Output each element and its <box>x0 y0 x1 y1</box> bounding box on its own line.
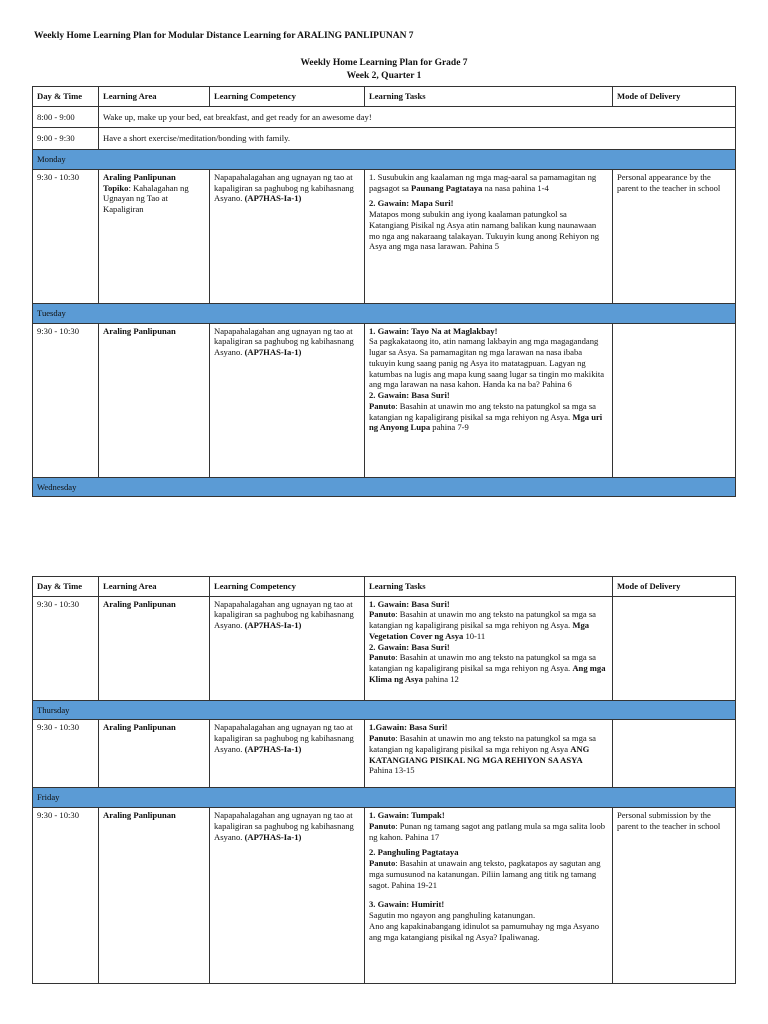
panuto-label: Panuto <box>369 820 396 831</box>
learning-area <box>99 720 210 788</box>
task-text: : Punan ng tamang sagot ang patlang mula sa mga salita loob ng kahon. Pahina 17 <box>369 820 606 842</box>
task-text: : Basahin at unawin mo ang teksto na patungkol sa mga sa katangian ng kapaligirang pisikal sa mga rehiyon ng Asya. <box>369 609 596 631</box>
day-label: Wednesday <box>33 477 736 497</box>
day-label: Thursday <box>33 700 736 720</box>
day-row-wednesday <box>33 477 736 497</box>
tasks <box>365 808 613 984</box>
header-competency: Learning Competency <box>210 577 365 597</box>
task-text: : Basahin at unawin mo ang teksto na patungkol sa mga sa katangian ng kapaligirang pisikal sa mga rehiyon ng Asya <box>369 733 596 754</box>
task-title: 1. Gawain: Tayo Na at Maglakbay! <box>369 325 498 336</box>
competency-text: Napapahalagahan ang ugnayan ng tao at kapaligiran sa paghubog ng kabihasnang Asyano. <box>214 810 354 842</box>
task-text: : Basahin at unawin mo ang teksto na patungkol sa mga sa katangian ng kapaligirang pisikal sa mga rehiyon ng Asya. <box>369 652 596 674</box>
competency <box>210 808 365 984</box>
delivery: Personal submission by the parent to the teacher in school <box>613 808 736 984</box>
competency-code: (AP7HAS-Ia-1) <box>244 347 302 358</box>
header-competency: Learning Competency <box>210 87 365 107</box>
task-title: 3. Gawain: Humirit! <box>369 899 445 910</box>
plan-table-1 <box>32 86 736 497</box>
competency <box>210 720 365 788</box>
panuto-label: Panuto <box>369 400 396 411</box>
task-text: pahina 7-9 <box>430 422 469 433</box>
day-row-tuesday <box>33 303 736 323</box>
task-bold: Ang mga Klima ng Asya <box>369 663 606 684</box>
day-label: Tuesday <box>33 303 736 323</box>
competency-text: Napapahalagahan ang ugnayan ng tao at kapaligiran sa paghubog ng kabihasnang Asyano. <box>214 598 354 631</box>
schedule-row <box>33 169 736 303</box>
time-slot: 9:30 - 10:30 <box>33 720 99 788</box>
panuto-label: Panuto <box>369 733 396 744</box>
task-title: 1. Gawain: Tumpak! <box>369 810 445 821</box>
competency <box>210 169 365 303</box>
task-text: Pahina 13-15 <box>369 765 415 776</box>
task-text: : Basahin at unawin mo ang teksto na patungkol sa mga sa katangian ng kapaligirang pisikal sa mga rehiyon ng Asya. <box>369 400 596 422</box>
header-row <box>33 577 736 597</box>
task-text: 1. Susubukin ang kaalaman ng mga mag-aaral sa pamamagitan ng pagsagot sa <box>369 171 597 193</box>
competency-text: Napapahalagahan ang ugnayan ng tao at kapaligiran sa paghubog ng kabihasnang Asyano. <box>214 325 354 358</box>
routine-row <box>33 128 736 150</box>
task-bold: ANG KATANGIANG PISIKAL NG MGA REHIYON SA ASYA <box>369 743 590 765</box>
task-title: 2. Gawain: Basa Suri! <box>369 390 450 401</box>
delivery <box>613 596 736 700</box>
week-label: Week 2, Quarter 1 <box>346 71 422 81</box>
panuto-label: Panuto <box>369 609 396 620</box>
delivery: Personal appearance by the parent to the teacher in school <box>613 169 736 303</box>
learning-area <box>99 169 210 303</box>
task-bold: Mga uri ng Anyong Lupa <box>369 411 603 433</box>
day-label: Monday <box>33 150 736 170</box>
competency <box>210 596 365 700</box>
day-row-friday <box>33 788 736 808</box>
learning-area <box>99 808 210 984</box>
routine-time: 9:00 - 9:30 <box>33 128 99 150</box>
task-text: Ano ang kapakinabangang idinulot sa pamumuhay ng mga Asyano ang mga katangiang pisikal ng Asya? Ipaliwanag. <box>369 920 600 942</box>
tasks <box>365 323 613 477</box>
area-name: Araling Panlipunan <box>103 810 176 821</box>
routine-time: 8:00 - 9:00 <box>33 106 99 128</box>
schedule-row <box>33 808 736 984</box>
delivery <box>613 720 736 788</box>
competency-code: (AP7HAS-Ia-1) <box>244 620 302 631</box>
header-row <box>33 87 736 107</box>
routine-text: Wake up, make up your bed, eat breakfast, and get ready for an awesome day! <box>99 106 736 128</box>
day-row-thursday <box>33 700 736 720</box>
area-name: Araling Panlipunan <box>103 171 176 182</box>
schedule-row <box>33 596 736 700</box>
panuto-label: Panuto <box>369 858 396 869</box>
task-title: 2. Gawain: Basa Suri! <box>369 641 450 652</box>
header-day-time: Day & Time <box>33 577 99 597</box>
task-title: 1. Gawain: Basa Suri! <box>369 598 450 609</box>
competency-text: Napapahalagahan ang ugnayan ng tao at kapaligiran sa paghubog ng kabihasnang Asyano. <box>214 722 354 754</box>
task-text: : Basahin at unawain ang teksto, pagkatapos ay sagutan ang mga sumusunod na katanungan. Piliin lamang ang titik ng tamang sagot. Pahina 19-21 <box>369 858 601 890</box>
day-label: Friday <box>33 788 736 808</box>
task-title: 2. Gawain: Mapa Suri! <box>369 198 454 209</box>
learning-area <box>99 596 210 700</box>
schedule-row <box>33 323 736 477</box>
task-text: Matapos mong subukin ang iyong kaalaman patungkol sa Katangiang Pisikal ng Asya atin namang balikan kung naunawaan mo nga ang nakaraang talakayan. Tukuyin kung anong Rehiyon ng Asya ang mga nasa larawan. Pahina 5 <box>369 209 600 252</box>
header-tasks: Learning Tasks <box>365 577 613 597</box>
task-bold: Mga Vegetation Cover ng Asya <box>369 620 590 641</box>
panuto-label: Panuto <box>369 652 396 663</box>
header-learning-area: Learning Area <box>99 577 210 597</box>
competency-code: (AP7HAS-Ia-1) <box>244 743 302 754</box>
plan-title: Weekly Home Learning Plan for Grade 7 <box>300 58 468 68</box>
plan-table-2 <box>32 576 736 984</box>
competency <box>210 323 365 477</box>
tasks <box>365 596 613 700</box>
task-text: 10-11 <box>463 630 486 641</box>
header-tasks: Learning Tasks <box>365 87 613 107</box>
task-text: na nasa pahina 1-4 <box>482 182 549 193</box>
task-title: 2. Panghuling Pagtataya <box>369 847 459 858</box>
delivery <box>613 323 736 477</box>
area-name: Araling Panlipunan <box>103 598 176 609</box>
routine-row <box>33 106 736 128</box>
day-row-monday <box>33 150 736 170</box>
routine-text: Have a short exercise/meditation/bonding with family. <box>99 128 736 150</box>
time-slot: 9:30 - 10:30 <box>33 596 99 700</box>
time-slot: 9:30 - 10:30 <box>33 808 99 984</box>
task-text: pahina 12 <box>422 673 459 684</box>
time-slot: 9:30 - 10:30 <box>33 169 99 303</box>
area-name: Araling Panlipunan <box>103 325 176 336</box>
area-name: Araling Panlipunan <box>103 722 176 733</box>
tasks <box>365 169 613 303</box>
task-title: 1.Gawain: Basa Suri! <box>369 722 448 733</box>
header-delivery: Mode of Delivery <box>613 87 736 107</box>
header-learning-area: Learning Area <box>99 87 210 107</box>
tasks <box>365 720 613 788</box>
task-text: Sagutin mo ngayon ang panghuling katanungan. <box>369 910 536 921</box>
header-day-time: Day & Time <box>33 87 99 107</box>
task-text: Sa pagkakataong ito, atin namang lakbayin ang mga magagandang lugar sa Asya. Sa pamamagitan ng mga larawan na nasa ibaba tukuyin kung saang panig ng Asya ito matatagpuan. Lagyan ng katumbas na lugis ang mapa kung saang lugar sa tingin mo makikita ang mga larawan na nasa kahon. Handa ka na ba? Pahina 6 <box>369 336 605 390</box>
competency-text: Napapahalagahan ang ugnayan ng tao at kapaligiran sa paghubog ng kabihasnang Asyano. <box>214 171 354 204</box>
competency-code: (AP7HAS-Ia-1) <box>244 193 302 204</box>
task-bold: Paunang Pagtataya <box>411 182 483 193</box>
document-title: Weekly Home Learning Plan for Modular Distance Learning for ARALING PANLIPUNAN 7 <box>34 31 414 41</box>
topic-label: Topiko <box>103 182 129 193</box>
schedule-row <box>33 720 736 788</box>
competency-code: (AP7HAS-Ia-1) <box>244 831 302 842</box>
time-slot: 9:30 - 10:30 <box>33 323 99 477</box>
learning-area <box>99 323 210 477</box>
header-delivery: Mode of Delivery <box>613 577 736 597</box>
topic-text: : Kahalagahan ng Ugnayan ng Tao at Kapaligiran <box>103 182 189 215</box>
